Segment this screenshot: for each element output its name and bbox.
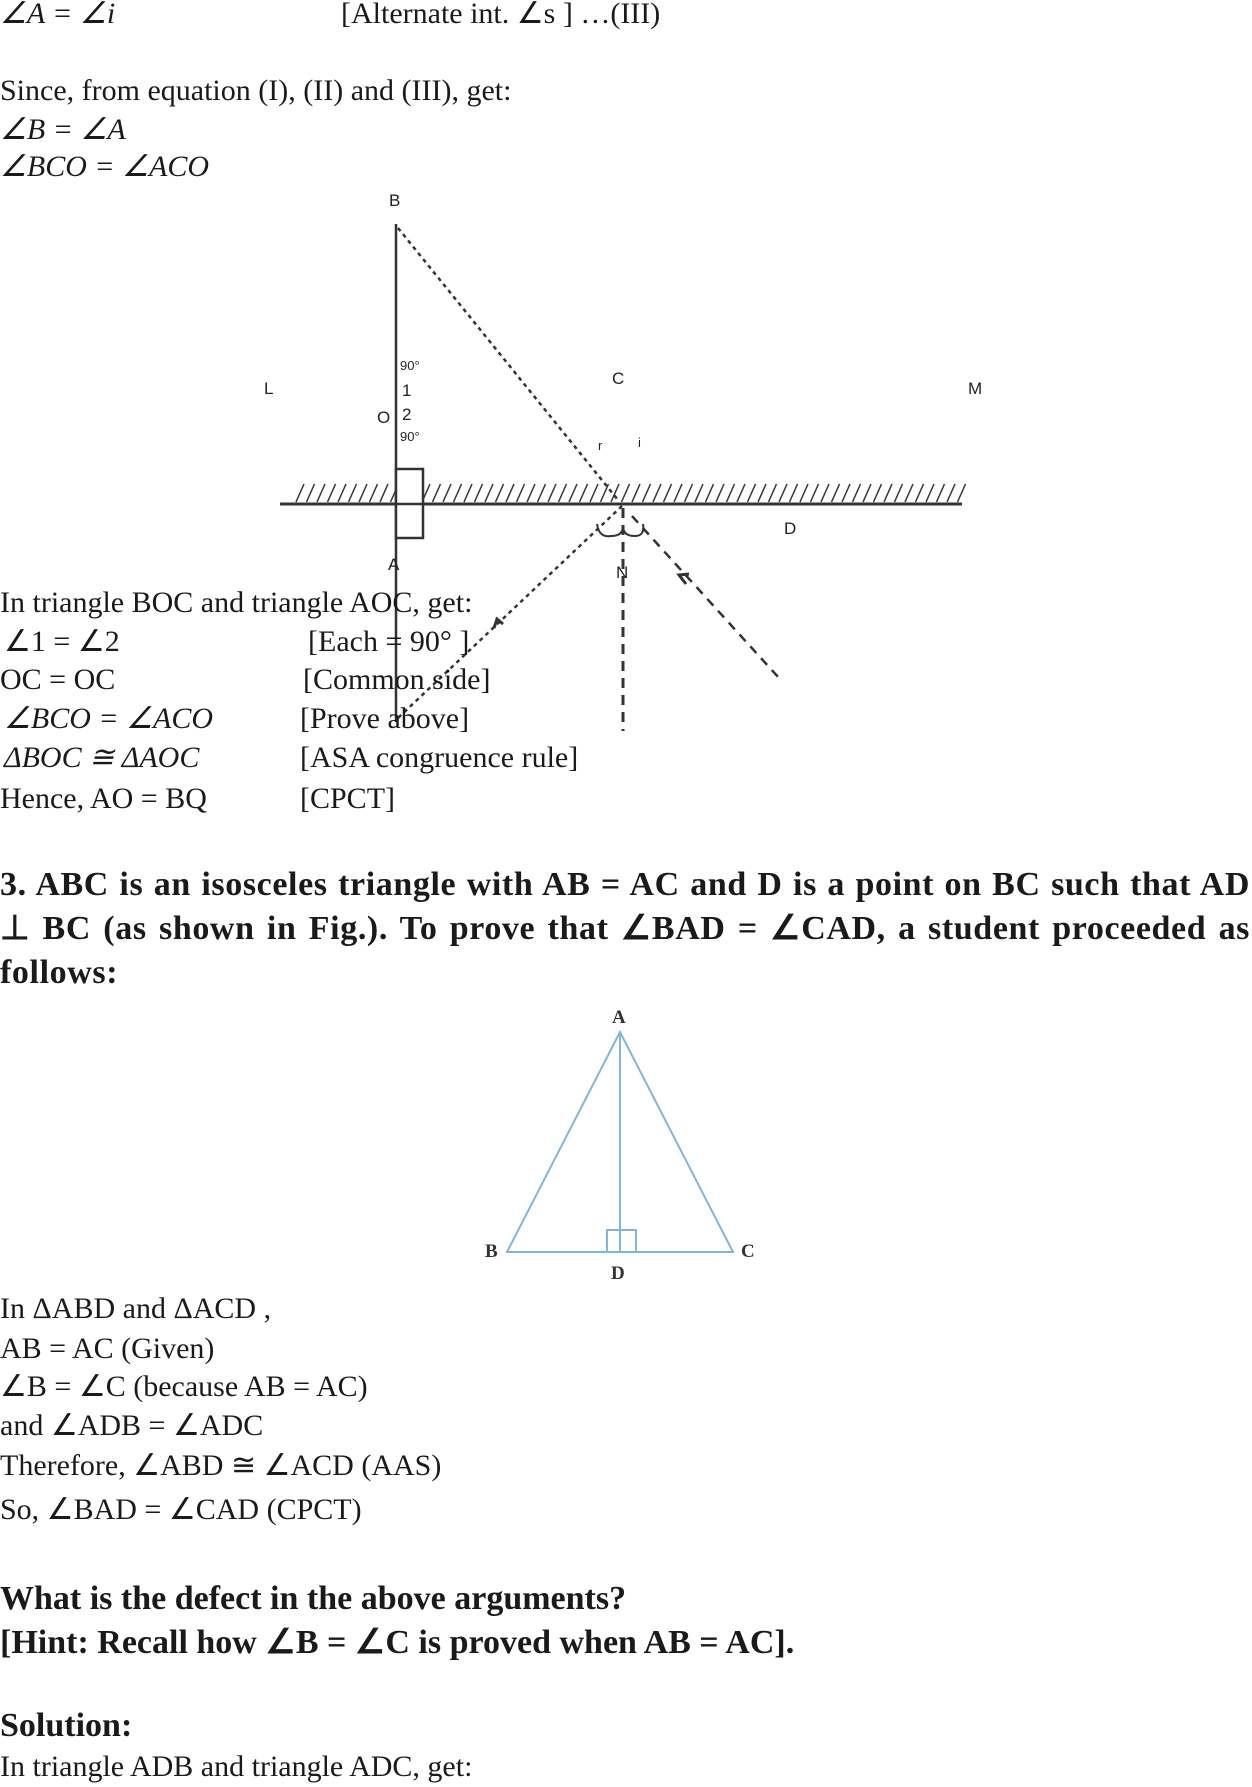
proof-reason: [Common side] [303,663,491,696]
label-i: i [638,435,641,450]
label-a: A [388,555,400,574]
proof-reason: [Each = 90° ] [308,625,470,658]
question-3: 3. ABC is an isosceles triangle with AB = AC and D is a point on BC such that AD ⊥ BC (as shown in Fig.). To prove that ∠BAD = ∠CAD, a student proceeded as follows: [0,866,1250,991]
proof-left: ∠1 = ∠2 [4,625,120,658]
label-b: B [485,1241,498,1262]
label-c: C [612,369,625,388]
label-90-top: 90° [400,358,420,373]
eq-angle-a-i: ∠A = ∠i [0,0,116,30]
label-d: D [784,519,797,538]
label-n: N [616,563,629,582]
right-angle-mark [607,1230,636,1252]
proof-left: ∠BCO = ∠ACO [4,702,214,735]
student-line: AB = AC (Given) [0,1332,215,1365]
label-d: D [611,1263,625,1284]
label-90-bottom: 90° [400,429,420,444]
label-c: C [741,1241,755,1262]
eq-bco-aco: ∠BCO = ∠ACO [0,150,210,183]
student-line: So, ∠BAD = ∠CAD (CPCT) [0,1493,362,1526]
eq-b-a: ∠B = ∠A [0,113,126,146]
student-line: and ∠ADB = ∠ADC [0,1409,264,1442]
solution-heading: Solution: [0,1707,133,1744]
solution-line: In triangle ADB and triangle ADC, get: [0,1750,473,1783]
student-line: ∠B = ∠C (because AB = AC) [0,1370,368,1403]
label-r: r [598,438,603,453]
since-text: Since, from equation (I), (II) and (III), get: [0,74,512,107]
ray-dc [632,516,779,678]
angle-arcs [597,524,643,536]
label-2: 2 [402,405,412,424]
proof-reason: [Prove above] [300,702,470,735]
proof-reason: [ASA congruence rule] [300,741,579,774]
student-line: In ΔABD and ΔACD , [0,1292,272,1325]
proof-left: Hence, AO = BQ [0,782,207,815]
label-1: 1 [402,381,412,400]
label-a: A [612,1007,626,1028]
label-m: M [968,379,983,398]
proof-left: ΔBOC ≅ ΔAOC [4,741,200,774]
reason-alternate: [Alternate int. ∠s ] …(III) [341,0,661,30]
ray-bc [398,228,618,500]
label-o: O [377,408,391,427]
proof-reason: [CPCT] [300,782,396,815]
label-b: B [389,191,401,210]
isosceles-triangle-figure [485,1007,755,1284]
proof-left: OC = OC [0,663,116,696]
student-line: Therefore, ∠ABD ≅ ∠ACD (AAS) [0,1449,442,1482]
proof-intro: In triangle BOC and triangle AOC, get: [0,586,473,619]
hint: [Hint: Recall how ∠B = ∠C is proved when AB = AC]. [0,1624,795,1661]
defect-question: What is the defect in the above arguments? [0,1580,627,1617]
label-l: L [264,379,274,398]
